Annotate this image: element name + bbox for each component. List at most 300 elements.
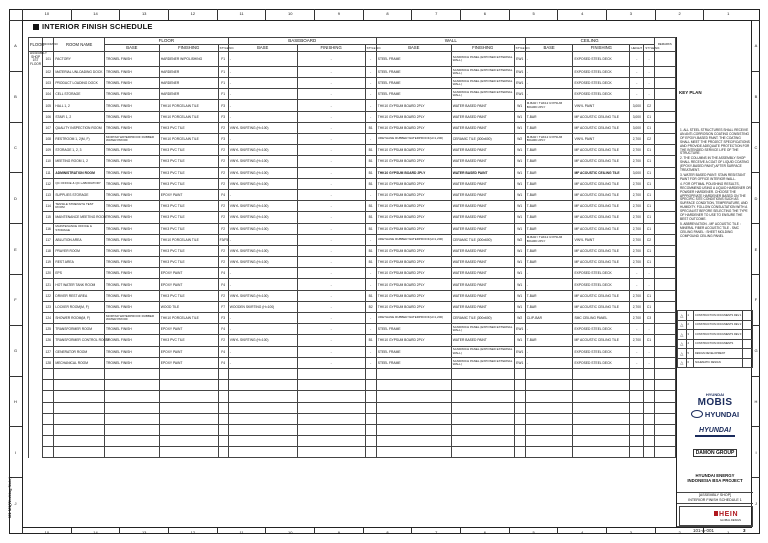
- cell-ff: HARDENER W/POLISHING: [159, 52, 218, 67]
- cell-r: [654, 167, 675, 178]
- empty-cell: [525, 436, 573, 447]
- revision-mark: 4: [686, 339, 693, 349]
- cell-cb: -: [525, 279, 573, 290]
- cell-ff: THK10 PORCELAIN TILE: [159, 313, 218, 324]
- ruler-top-mark: 1: [703, 9, 752, 20]
- cell-bb: -: [228, 357, 297, 368]
- table-row: [29, 346, 676, 357]
- cell-cs: -: [644, 89, 654, 100]
- table-row: [29, 201, 676, 212]
- cell-fb: TROWEL FINISH: [105, 245, 160, 256]
- cell-no: 123: [43, 301, 54, 312]
- cell-fs: F2: [218, 122, 228, 133]
- side-vertical-note: M1 M1(Working Note): [6, 477, 12, 518]
- cell-ff: WOOD TILE: [159, 301, 218, 312]
- cell-cb: M-BAR / THK12 GYPSUM BOARD 2PLY: [525, 100, 573, 111]
- floor-cell: [29, 245, 43, 256]
- cell-wf: SANDWICH PANEL (EXPOSED EXTERNAL WALL): [451, 52, 514, 67]
- ruler-bottom-mark: 1: [703, 528, 752, 534]
- cell-cs: C1: [644, 122, 654, 133]
- cell-ff: THK3 PVC TILE: [159, 245, 218, 256]
- empty-cell: [654, 368, 675, 379]
- cell-wf: SANDWICH PANEL (EXPOSED EXTERNAL WALL): [451, 357, 514, 368]
- cell-fb: TROWEL FINISH: [105, 346, 160, 357]
- cell-wb: STEEL FRAME: [376, 78, 451, 89]
- cell-name: PRAYER ROOM: [54, 245, 105, 256]
- drawing-title-line-1: [ASSEMBLY SHOP]: [698, 493, 732, 497]
- empty-cell: [228, 436, 297, 447]
- ruler-left-mark: H: [9, 376, 22, 427]
- table-row: [29, 245, 676, 256]
- cell-cs: -: [644, 52, 654, 67]
- table-row: [29, 134, 676, 145]
- empty-cell: [573, 391, 630, 402]
- cell-fb: TROWEL FINISH: [105, 100, 160, 111]
- cell-no: 121: [43, 279, 54, 290]
- cell-ws: EW1: [514, 78, 525, 89]
- cell-wb: THK10 GYPSUM BOARD 2PLY: [376, 201, 451, 212]
- cell-cb: T-BAR: [525, 257, 573, 268]
- cell-wf: CERAMIC TILE (300x600): [451, 313, 514, 324]
- empty-row: [29, 391, 676, 402]
- cell-name: MATERIAL UNLOADING DOCK: [54, 66, 105, 77]
- empty-cell: [451, 413, 514, 424]
- cell-cb: CLIP-BAR: [525, 313, 573, 324]
- cell-r: [654, 100, 675, 111]
- cell-ch: -: [630, 357, 644, 368]
- empty-cell: [451, 402, 514, 413]
- empty-cell: [218, 436, 228, 447]
- cell-ff: THK3 PVC TILE: [159, 145, 218, 156]
- cell-ws: W1: [514, 301, 525, 312]
- cell-ch: -: [630, 66, 644, 77]
- empty-cell: [525, 413, 573, 424]
- ruler-bottom-mark: 10: [22, 528, 71, 534]
- cell-bs: -: [365, 189, 376, 200]
- ruler-right-mark: F: [752, 274, 760, 325]
- cell-cb: T-BAR: [525, 122, 573, 133]
- cell-fs: F2: [218, 290, 228, 301]
- cell-no: 112: [43, 178, 54, 189]
- empty-cell: [159, 380, 218, 391]
- ruler-bottom-mark: 9: [314, 528, 363, 534]
- ruler-right-mark: E: [752, 223, 760, 274]
- empty-cell: [514, 402, 525, 413]
- cell-wb: THK10 GYPSUM BOARD 2PLY: [376, 111, 451, 122]
- empty-cell: [43, 413, 54, 424]
- cell-fb: TROWEL FINISH: [105, 279, 160, 290]
- cell-ff: THK3 PVC TILE: [159, 223, 218, 234]
- empty-cell: [376, 447, 451, 458]
- empty-cell: [43, 424, 54, 435]
- empty-cell: [514, 424, 525, 435]
- cell-r: [654, 111, 675, 122]
- cell-ch: -: [630, 89, 644, 100]
- cell-r: [654, 290, 675, 301]
- cell-cs: -: [644, 357, 654, 368]
- cell-fb: TROWEL FINISH: [105, 301, 160, 312]
- cell-fs: F2: [218, 145, 228, 156]
- drawing-title: [677, 492, 753, 504]
- cell-wf: WATER BASED PAINT: [451, 100, 514, 111]
- project-line-2: INDONESIA BSA PROJECT: [687, 478, 743, 483]
- header-remarks: REMARKS: [654, 38, 675, 52]
- cell-cb: T-BAR: [525, 335, 573, 346]
- cell-bf: -: [297, 257, 365, 268]
- revision-date: [743, 349, 753, 359]
- header-floor-style: STYLE NO.: [219, 45, 235, 50]
- revision-mark: 5: [686, 349, 693, 359]
- table-row: [29, 89, 676, 100]
- empty-cell: [451, 447, 514, 458]
- cell-bb: VINYL SKIRTING (H=100): [228, 257, 297, 268]
- empty-cell: [29, 424, 43, 435]
- cell-wb: STEEL FRAME: [376, 89, 451, 100]
- empty-cell: [43, 436, 54, 447]
- cell-bf: -: [297, 78, 365, 89]
- empty-cell: [54, 402, 105, 413]
- title-square-icon: [33, 24, 39, 30]
- table-row: [29, 324, 676, 335]
- revision-date: [743, 339, 753, 349]
- cell-fb: TROWEL FINISH: [105, 156, 160, 167]
- cell-ws: W1: [514, 100, 525, 111]
- table-row: [29, 335, 676, 346]
- header-floor-group: FLOOR: [105, 38, 229, 45]
- note-item: 4. FOR OPTIMAL POLISHING RESULTS, RECOMMEND USING A LIQUID HARDENER OR POWDER HARDENER. CHOOSE THE APPROPRIATE HARDENER BASED ON THE SPECIFIC SITE CONDITIONS SUCH AS SURFACE CONDITION, TEMPERATURE, AND HUMIDITY. FOLLOW CONSULTATION WITH A SPECIALIST BEFORE SELECTING THE TYPE OF HARDENER TO USE TO ENSURE THE BEST OUTCOME.: [680, 181, 751, 221]
- finish-schedule-table: [28, 37, 676, 458]
- empty-cell: [376, 368, 451, 379]
- cell-ch: 2,700: [630, 212, 644, 223]
- cell-ws: W1: [514, 111, 525, 122]
- ruler-top-mark: 13: [119, 9, 168, 20]
- bottom-grid-ruler: [22, 528, 752, 534]
- cell-wb: THK10 GYPSUM BOARD 2PLY: [376, 122, 451, 133]
- table-row: [29, 313, 676, 324]
- firm-subtitle: GLOBAL DESIGN: [720, 519, 741, 522]
- floor-cell: [29, 257, 43, 268]
- cell-cf: MF ACOUSTIC CEILING TILE: [573, 257, 630, 268]
- cell-bb: -: [228, 89, 297, 100]
- cell-ff: EPOXY PAINT: [159, 279, 218, 290]
- empty-cell: [105, 424, 160, 435]
- floor-cell: [29, 111, 43, 122]
- cell-ch: -: [630, 279, 644, 290]
- cell-bf: -: [297, 223, 365, 234]
- revision-date: [743, 320, 753, 330]
- cell-no: 111: [43, 167, 54, 178]
- cell-ff: THK10 PORCELAIN TILE: [159, 234, 218, 245]
- cell-cf: VINYL PAINT: [573, 134, 630, 145]
- empty-cell: [297, 424, 365, 435]
- empty-cell: [54, 424, 105, 435]
- cell-bb: VINYL SKIRTING (H=100): [228, 335, 297, 346]
- cell-ff: THK3 PVC TILE: [159, 212, 218, 223]
- cell-bf: -: [297, 301, 365, 312]
- note-item: 5. ABBREVIATION - MF ACOUSTIC TILE : MINERAL FIBER ACOUSTIC TILE - SMC CEILING PANEL : SHEET MOLDING COMPOUND CEILING PANEL: [680, 221, 741, 238]
- revision-description: CONSTRUCTION DOCUMENTS: [693, 339, 742, 349]
- empty-cell: [228, 380, 297, 391]
- empty-cell: [297, 436, 365, 447]
- empty-cell: [228, 391, 297, 402]
- cell-cs: C1: [644, 189, 654, 200]
- cell-r: [654, 357, 675, 368]
- cell-bs: -: [365, 78, 376, 89]
- cell-name: RESTROOM 1, 2(M, F): [54, 134, 105, 145]
- cell-wb: URETHANE RUBBER WATERPROOF(H=1,200): [376, 234, 451, 245]
- cell-cb: -: [525, 324, 573, 335]
- ruler-top-mark: 4: [557, 9, 606, 20]
- cell-wf: CERAMIC TILE (300x600): [451, 134, 514, 145]
- cell-cf: EXPOSED STEEL DECK: [573, 357, 630, 368]
- empty-row: [29, 424, 676, 435]
- floor-cell: [29, 290, 43, 301]
- cell-bb: -: [228, 279, 297, 290]
- cell-no: 105: [43, 100, 54, 111]
- cell-ff: THK10 PORCELAIN TILE: [159, 100, 218, 111]
- table-row: [29, 100, 676, 111]
- cell-name: EPS: [54, 268, 105, 279]
- cell-ch: 2,700: [630, 178, 644, 189]
- ruler-top-mark: 5: [509, 9, 558, 20]
- cell-name: ADMINISTRATION ROOM: [54, 167, 105, 178]
- cell-ch: 2,700: [630, 335, 644, 346]
- cell-name: CELL STORAGE: [54, 89, 105, 100]
- floor-cell: [29, 66, 43, 77]
- ruler-bottom-mark: 6: [460, 528, 509, 534]
- cell-wf: WATER BASED PAINT: [451, 145, 514, 156]
- cell-bb: -: [228, 66, 297, 77]
- hyundai-engineering-logo: HYUNDAI: [681, 427, 749, 437]
- cell-name: DRIVER REST AREA: [54, 290, 105, 301]
- cell-bb: VINYL SKIRTING (H=100): [228, 290, 297, 301]
- cell-fb: TROWEL FINISH: [105, 324, 160, 335]
- cell-cf: EXPOSED STEEL DECK: [573, 52, 630, 67]
- cell-fs: F2: [218, 257, 228, 268]
- cell-bf: -: [297, 201, 365, 212]
- cell-cf: EXPOSED STEEL DECK: [573, 78, 630, 89]
- table-row: [29, 357, 676, 368]
- cell-ff: EPOXY PAINT: [159, 268, 218, 279]
- cell-bb: VINYL SKIRTING (H=100): [228, 212, 297, 223]
- empty-cell: [630, 402, 644, 413]
- empty-cell: [54, 368, 105, 379]
- cell-r: [654, 313, 675, 324]
- cell-name: HALL 1, 2: [54, 100, 105, 111]
- cell-bs: B2: [365, 301, 376, 312]
- cell-bs: -: [365, 100, 376, 111]
- cell-no: 126: [43, 335, 54, 346]
- cell-r: [654, 257, 675, 268]
- revision-triangle-icon: △: [678, 320, 687, 330]
- cell-r: [654, 89, 675, 100]
- empty-cell: [105, 368, 160, 379]
- top-grid-ruler: [22, 9, 752, 20]
- empty-cell: [630, 424, 644, 435]
- empty-cell: [159, 413, 218, 424]
- table-row: [29, 78, 676, 89]
- cell-bs: B1: [365, 178, 376, 189]
- header-floor-finishing: FINISHING: [159, 45, 218, 52]
- cell-cb: T-BAR: [525, 189, 573, 200]
- cell-wb: THK10 GYPSUM BOARD 2PLY: [376, 145, 451, 156]
- floor-cell: [29, 78, 43, 89]
- cell-bf: -: [297, 189, 365, 200]
- cell-cs: C1: [644, 257, 654, 268]
- cell-r: [654, 52, 675, 67]
- empty-cell: [297, 447, 365, 458]
- cell-fs: F4: [218, 268, 228, 279]
- empty-cell: [525, 447, 573, 458]
- cell-fb: TROWEL FINISH: [105, 201, 160, 212]
- empty-cell: [573, 424, 630, 435]
- ruler-bottom-mark: 7: [411, 528, 460, 534]
- cell-cf: VINYL PAINT: [573, 234, 630, 245]
- cell-wb: URETHANE RUBBER WATERPROOF(H=1,200): [376, 134, 451, 145]
- cell-name: QUALITY INSPECTION ROOM: [54, 122, 105, 133]
- cell-name: ABLUTION AREA: [54, 234, 105, 245]
- empty-cell: [105, 447, 160, 458]
- cell-wb: THK10 GYPSUM BOARD 2PLY: [376, 335, 451, 346]
- empty-cell: [644, 391, 654, 402]
- cell-fs: F2: [218, 201, 228, 212]
- empty-cell: [525, 402, 573, 413]
- cell-ch: 3,000: [630, 111, 644, 122]
- cell-name: HOT WATER TANK ROOM: [54, 279, 105, 290]
- empty-cell: [218, 402, 228, 413]
- empty-cell: [29, 380, 43, 391]
- cell-no: 124: [43, 313, 54, 324]
- empty-cell: [159, 368, 218, 379]
- cell-no: 104: [43, 89, 54, 100]
- floor-cell: [29, 234, 43, 245]
- cell-ws: W1: [514, 268, 525, 279]
- cell-wf: SANDWICH PANEL (EXPOSED EXTERNAL WALL): [451, 66, 514, 77]
- sheet-number: 3: [743, 528, 746, 533]
- header-ceiling-base: BASE: [525, 45, 573, 52]
- cell-no: 114: [43, 201, 54, 212]
- ruler-bottom-mark: 2: [655, 528, 704, 534]
- cell-bs: B1: [365, 223, 376, 234]
- empty-cell: [365, 380, 376, 391]
- cell-bf: -: [297, 66, 365, 77]
- cell-ff: THK3 PVC TILE: [159, 335, 218, 346]
- cell-ch: 2,700: [630, 223, 644, 234]
- title-block: [676, 37, 753, 533]
- ruler-left-mark: B: [9, 71, 22, 122]
- cell-ch: 3,000: [630, 122, 644, 133]
- empty-cell: [654, 447, 675, 458]
- cell-bf: -: [297, 156, 365, 167]
- cell-wf: WATER BASED PAINT: [451, 156, 514, 167]
- ruler-right-mark: I: [752, 426, 760, 477]
- cell-ws: W1: [514, 189, 525, 200]
- empty-cell: [43, 368, 54, 379]
- cell-wb: THK10 GYPSUM BOARD 2PLY: [376, 167, 451, 178]
- keyplan-title: KEY PLAN: [679, 90, 702, 95]
- cell-cb: T-BAR: [525, 178, 573, 189]
- floor-cell: [29, 122, 43, 133]
- cell-ff: EPOXY PAINT: [159, 189, 218, 200]
- cell-wf: SANDWICH PANEL (EXPOSED EXTERNAL WALL): [451, 346, 514, 357]
- cell-name: SHOWER ROOM(M, F): [54, 313, 105, 324]
- empty-cell: [644, 402, 654, 413]
- table-row: [29, 111, 676, 122]
- cell-no: 115: [43, 212, 54, 223]
- empty-cell: [514, 380, 525, 391]
- empty-cell: [159, 436, 218, 447]
- cell-ws: W1: [514, 335, 525, 346]
- empty-row: [29, 402, 676, 413]
- revision-mark: 6: [686, 358, 693, 368]
- cell-fs: F3: [218, 134, 228, 145]
- cell-cs: C1: [644, 156, 654, 167]
- cell-fb: TROWEL FINISH: [105, 66, 160, 77]
- cell-cf: MF ACOUSTIC CEILING TILE: [573, 223, 630, 234]
- cell-cs: -: [644, 78, 654, 89]
- cell-ch: 2,700: [630, 189, 644, 200]
- project-line-1: HYUNDAI ENERGY: [695, 473, 735, 478]
- cell-fs: F3: [218, 111, 228, 122]
- drawing-number: 101-A-001: [693, 528, 715, 533]
- drawing-title-line-2: INTERIOR FINISH SCHEDULE 1: [688, 498, 742, 502]
- cell-bs: -: [365, 52, 376, 67]
- revision-date: [743, 330, 753, 340]
- cell-wb: THK10 GYPSUM BOARD 2PLY: [376, 279, 451, 290]
- cell-bb: VINYL SKIRTING (H=100): [228, 178, 297, 189]
- table-row: [29, 234, 676, 245]
- revision-description: CONSTRUCTION DOCUMENTS REV.1: [693, 311, 742, 321]
- cell-fb: TROWEL FINISH: [105, 189, 160, 200]
- cell-cf: MF ACOUSTIC CEILING TILE: [573, 122, 630, 133]
- cell-wf: WATER BASED PAINT: [451, 111, 514, 122]
- cell-fs: F2: [218, 212, 228, 223]
- cell-fs: F3: [218, 100, 228, 111]
- cell-bs: -: [365, 313, 376, 324]
- empty-cell: [29, 402, 43, 413]
- ruler-bottom-mark: 12: [168, 528, 217, 534]
- cell-cb: -: [525, 346, 573, 357]
- firm-stamp-box: [679, 506, 753, 526]
- ruler-right-mark: C: [752, 122, 760, 173]
- cell-ws: W2: [514, 234, 525, 245]
- note-item: 2. THE COLUMNS IN THE ASSEMBLY SHOP SHALL RECEIVE A COAT OF LIQUID COATING (EPOXY-BASED PAINT) AFTER SURFACE TREATMENT.: [680, 156, 749, 173]
- empty-cell: [451, 380, 514, 391]
- header-floor: FLOOR: [29, 38, 43, 52]
- cell-ff: THK3 PVC TILE: [159, 178, 218, 189]
- empty-cell: [630, 391, 644, 402]
- header-ceiling-height: HEIGHT: [631, 45, 643, 50]
- floor-cell: [29, 100, 43, 111]
- cell-bb: VINYL SKIRTING (H=100): [228, 223, 297, 234]
- cell-cf: EXPOSED STEEL DECK: [573, 279, 630, 290]
- cell-cf: MF ACOUSTIC CEILING TILE: [573, 189, 630, 200]
- cell-cb: T-BAR: [525, 201, 573, 212]
- revision-triangle-icon: △: [678, 349, 687, 359]
- header-wall-finishing: FINISHING: [451, 45, 514, 52]
- cell-ws: EW1: [514, 66, 525, 77]
- cell-no: 125: [43, 324, 54, 335]
- empty-cell: [525, 380, 573, 391]
- cell-wf: WATER BASED PAINT: [451, 122, 514, 133]
- empty-cell: [365, 413, 376, 424]
- empty-cell: [228, 402, 297, 413]
- empty-cell: [159, 424, 218, 435]
- empty-row: [29, 380, 676, 391]
- cell-cs: C1: [644, 223, 654, 234]
- empty-cell: [105, 391, 160, 402]
- cell-name: FACTORY: [54, 52, 105, 67]
